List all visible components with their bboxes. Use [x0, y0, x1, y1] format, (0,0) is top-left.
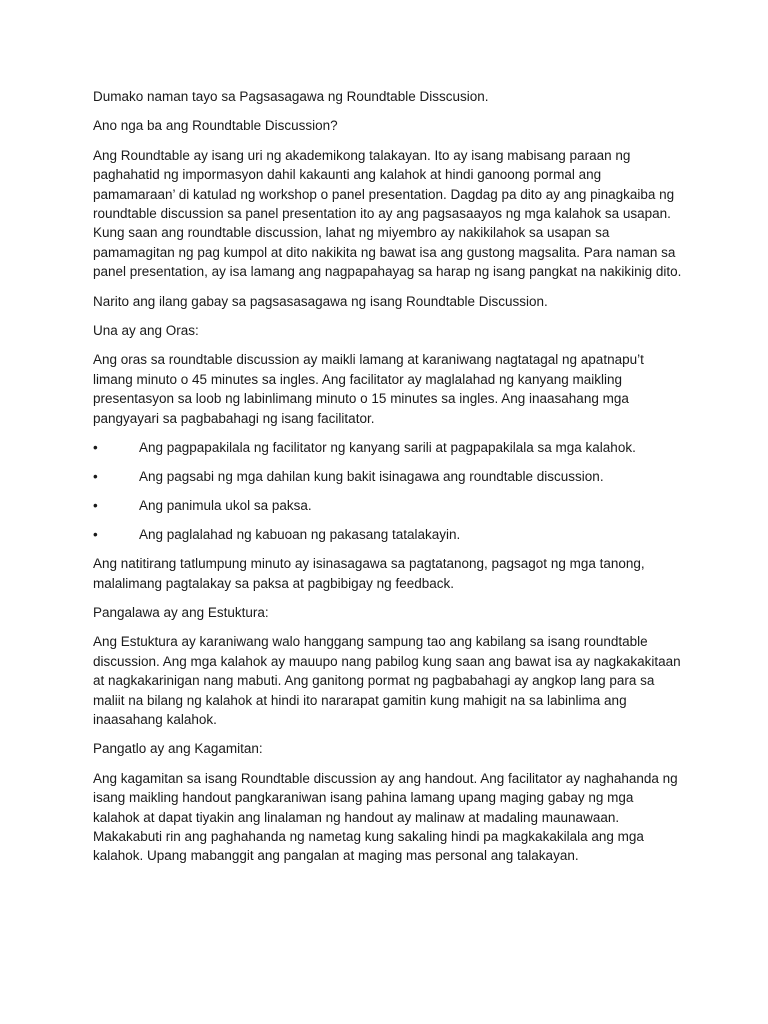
list-item-text: Ang pagsabi ng mga dahilan kung bakit isinagawa ang roundtable discussion.: [139, 469, 604, 485]
bullet-icon: •: [93, 469, 98, 485]
list-item-text: Ang pagpapakilala ng facilitator ng kanyang sarili at pagpapakilala sa mga kalahok.: [139, 440, 636, 456]
list-item-text: Ang paglalahad ng kabuoan ng pakasang tatalakayin.: [139, 527, 461, 543]
section-heading-estuktura: Pangalawa ay ang Estuktura:: [93, 604, 269, 620]
bullet-icon: •: [93, 440, 98, 456]
document-body: [93, 87, 683, 876]
kagamitan-paragraph: Ang kagamitan sa isang Roundtable discussion ay ang handout. Ang facilitator ay naghahanda ng isang maikling handout pangkaraniwan isang pahina lamang upang maging gabay ng mga kalahok at dapat tiyakin ang linalaman ng handout ay malinaw at madaling maunawaan. Makakabuti rin ang paghahanda ng nametag kung sakaling hindi pa magkakakilala ang mga kalahok. Upang mabanggit ang pangalan at maging mas personal ang talakayan.: [93, 770, 678, 864]
definition-paragraph: Ang Roundtable ay isang uri ng akademikong talakayan. Ito ay isang mabisang paraan ng paghahatid ng impormasyon dahil kakaunti ang kalahok at hindi ganoong pormal ang pamamaraan’ di katulad ng workshop o panel presentation. Dagdag pa dito ay ang pinagkaiba ng roundtable discussion sa panel presentation ito ay ang pagsasaayos ng mga kalahok sa usapan. Kung saan ang roundtable discussion, lahat ng miyembro ay nakikilahok sa usapan sa pamamagitan ng pag kumpol at dito nakikita ng bawat isa ang gustong magsalita. Para naman sa panel presentation, ay isa lamang ang nagpapahayag sa harap ng isang pangkat na nakikinig dito.: [93, 147, 682, 280]
list-item: [93, 525, 683, 544]
facilitator-bullet-list: [93, 438, 683, 544]
bullet-icon: •: [93, 527, 98, 543]
oras-paragraph: Ang oras sa roundtable discussion ay maikli lamang at karaniwang nagtatagal ng apatnapu’t limang minuto o 45 minutes sa ingles. Ang facilitator ay maglalahad ng kanyang maikling presentasyon sa loob ng labinlimang minuto o 15 minutes sa ingles. Ang inaasahang mga pangyayari sa pagbabahagi ng isang facilitator.: [93, 352, 644, 426]
bullet-icon: •: [93, 498, 98, 514]
guide-intro-line: Narito ang ilang gabay sa pagsasasagawa ng isang Roundtable Discussion.: [93, 293, 548, 309]
section-heading-kagamitan: Pangatlo ay ang Kagamitan:: [93, 741, 263, 757]
list-item: [93, 467, 683, 486]
section-heading-oras: Una ay ang Oras:: [93, 323, 199, 339]
list-item-text: Ang panimula ukol sa paksa.: [139, 498, 312, 514]
remaining-time-paragraph: Ang natitirang tatlumpung minuto ay isinasagawa sa pagtatanong, pagsagot ng mga tanong, malalimang pagtalakay sa paksa at pagbibigay ng feedback.: [93, 556, 645, 591]
question-line: Ano nga ba ang Roundtable Discussion?: [93, 118, 338, 134]
list-item: [93, 438, 683, 457]
list-item: [93, 496, 683, 515]
intro-line: Dumako naman tayo sa Pagsasagawa ng Roundtable Disscusion.: [93, 89, 489, 104]
estuktura-paragraph: Ang Estuktura ay karaniwang walo hanggang sampung tao ang kabilang sa isang roundtable discussion. Ang mga kalahok ay mauupo nang pabilog kung saan ang bawat isa ay nagkakakitaan at nagkakarinigan nang mabuti. Ang ganitong pormat ng pagbabahagi ay angkop lang para sa maliit na bilang ng kalahok at hindi ito nararapat gamitin kung mahigit na sa labinlima ang inaasahang kalahok.: [93, 634, 681, 727]
